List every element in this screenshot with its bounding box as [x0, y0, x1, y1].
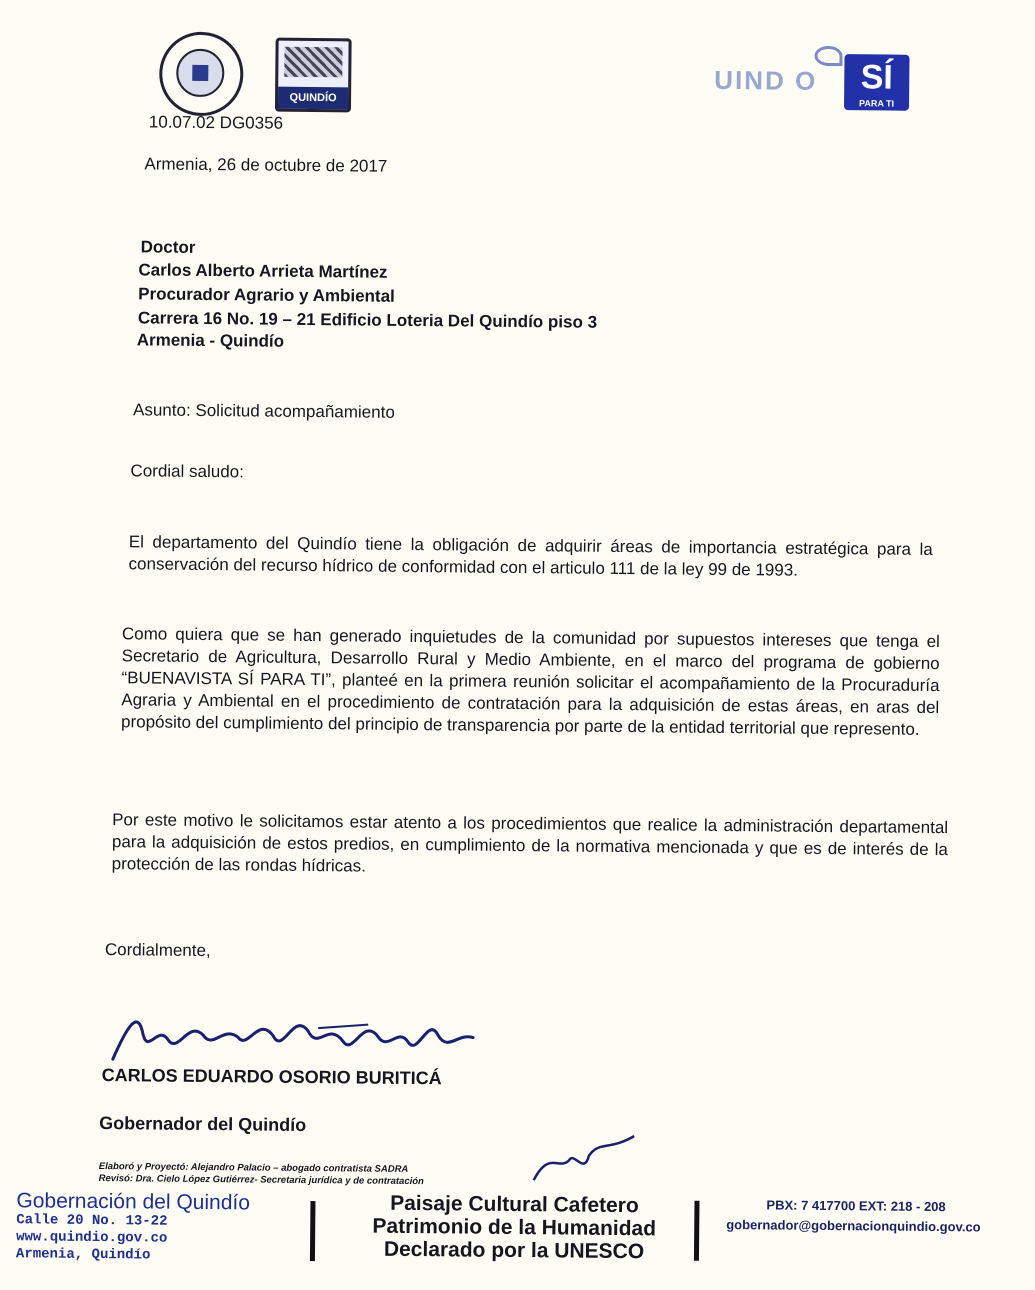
greeting: Cordial saludo: [130, 461, 244, 482]
signatory-name: CARLOS EDUARDO OSORIO BURITICÁ [101, 1065, 442, 1089]
body-paragraph-2: Como quiera que se han generado inquietudes de la comunidad por supuestos intereses que tenga el Secretario de Agricultura, Desarrollo Rural y Medio Ambiente, en el marco del programa de gobierno “BUENAVISTA SÍ PARA TI”, planteé en la primera reunión solicitar el acompañamiento de la Procuraduría Agraria y Ambiental en el procedimiento de contratación para la adquisición de estas áreas, en aras del propósito del cumplimiento del principio de transparencia por parte de la entidad territorial que represento. [120, 624, 940, 739]
reviewed-by-note: Revisó: Dra. Cielo López Gutiérrez- Secretaria jurídica y de contratación [98, 1173, 424, 1188]
recipient-salutation: Doctor [140, 237, 196, 257]
footer-website[interactable]: www.quindio.gov.co [16, 1229, 168, 1247]
body-paragraph-3: Por este motivo le solicitamos estar atento a los procedimientos que realice la administración departamental para la adquisición de estos predios, en cumplimiento de la normativa mencionada y que es de interés de la protección de las rondas hídricas. [111, 810, 949, 876]
prepared-by-note: Elaboró y Proyectó: Alejandro Palacio – abogado contratista SADRA [98, 1161, 409, 1175]
footer-heritage-line-3: Declarado por la UNESCO [383, 1237, 645, 1264]
brand-logo [714, 41, 920, 113]
footer-divider-right [694, 1201, 700, 1261]
brand-logo-box-text: SÍ [860, 58, 894, 97]
place-date: Armenia, 26 de octubre de 2017 [144, 154, 388, 176]
leaf-icon [814, 46, 842, 66]
seal-inner-ring [176, 49, 224, 97]
footer-contact [16, 1190, 250, 1265]
quindio-logo-caption: QUINDÍO [278, 87, 348, 110]
footer-email[interactable]: gobernador@gobernacionquindio.gov.co [726, 1217, 981, 1235]
footer-city: Armenia, Quindío [15, 1246, 151, 1264]
seal-emblem [192, 65, 208, 81]
recipient-position: Procurador Agrario y Ambiental [138, 284, 395, 306]
brand-logo-subtext: PARA TI [859, 98, 895, 109]
quindio-logo [275, 38, 352, 113]
footer-org-name: Gobernación del Quindío [16, 1189, 251, 1215]
department-seal-logo [159, 32, 244, 117]
recipient-address: Carrera 16 No. 19 – 21 Edificio Loteria Del Quindío piso 3 [137, 308, 598, 332]
signatory-title: Gobernador del Quindío [99, 1113, 307, 1135]
handwritten-signature [108, 1004, 509, 1068]
brand-logo-text: UIND O [714, 64, 818, 96]
footer-phone-email [726, 1195, 981, 1237]
recipient-name: Carlos Alberto Arrieta Martínez [138, 260, 388, 282]
review-initials [529, 1130, 640, 1191]
footer-divider-left [310, 1201, 316, 1261]
footer-address: Calle 20 No. 13-22 [16, 1212, 168, 1230]
reference-number: 10.07.02 DG0356 [148, 112, 284, 133]
footer-heritage [364, 1192, 665, 1264]
recipient-city: Armenia - Quindío [136, 330, 285, 351]
footer-heritage-line-1: Paisaje Cultural Cafetero [390, 1191, 639, 1218]
closing: Cordialmente, [104, 940, 211, 961]
footer-heritage-line-2: Patrimonio de la Humanidad [372, 1214, 657, 1241]
subject-line: Asunto: Solicitud acompañamiento [132, 400, 395, 422]
footer-phone: PBX: 7 417700 EXT: 218 - 208 [766, 1197, 946, 1215]
quindio-logo-art [284, 47, 342, 78]
body-paragraph-1: El departamento del Quindío tiene la obligación de adquirir áreas de importancia estratégica para la conservación del recurso hídrico de conformidad con el articulo 111 de la ley 99 de 1993. [128, 532, 933, 580]
brand-logo-box [844, 54, 910, 111]
